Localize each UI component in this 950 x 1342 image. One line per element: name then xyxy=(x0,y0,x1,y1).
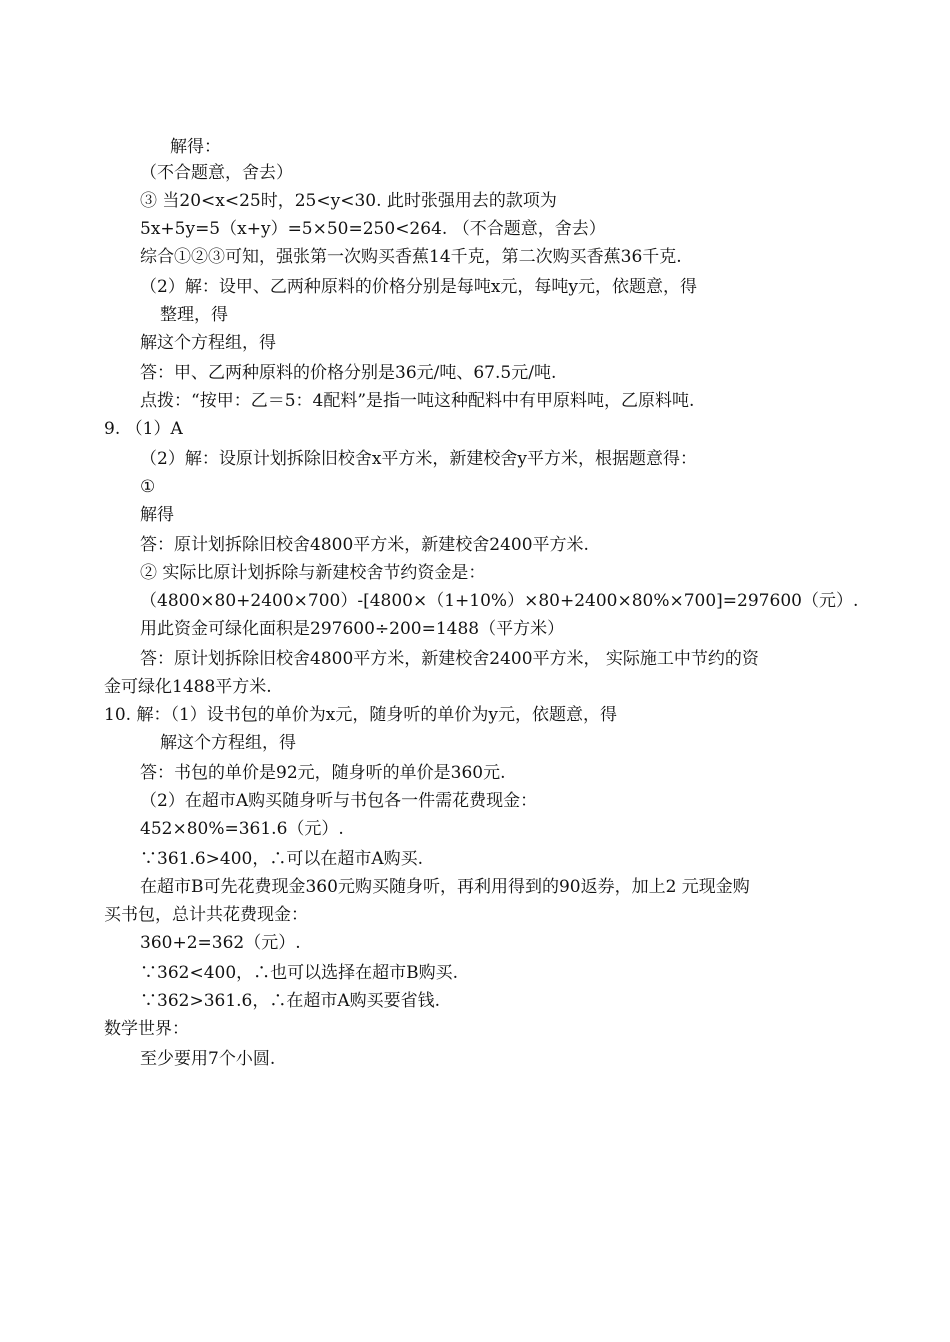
text-line: 解这个方程组，得 xyxy=(140,333,276,353)
text-line: ∵361.6>400，∴可以在超市A购买. xyxy=(140,849,424,869)
text-line: 9. （1）A xyxy=(104,419,183,439)
text-line: （2）在超市A购买随身听与书包各一件需花费现金： xyxy=(140,791,538,811)
text-line: 答：原计划拆除旧校舍4800平方米，新建校舍2400平方米. xyxy=(140,535,589,555)
text-line: 点拨：“按甲：乙＝5：4配料”是指一吨这种配料中有甲原料吨，乙原料吨. xyxy=(140,391,695,411)
text-line: 360+2=362（元）. xyxy=(140,933,301,953)
text-line: 解这个方程组，得 xyxy=(160,733,296,753)
text-line: 买书包，总计共花费现金： xyxy=(104,905,308,925)
text-line: 在超市B可先花费现金360元购买随身听，再利用得到的90返券，加上2 元现金购 xyxy=(140,877,750,897)
text-line: 解得： xyxy=(170,137,221,157)
text-line: 数学世界： xyxy=(104,1019,189,1039)
text-line: 综合①②③可知，强张第一次购买香蕉14千克，第二次购买香蕉36千克. xyxy=(140,247,682,267)
text-line: 至少要用7个小圆. xyxy=(140,1049,276,1069)
text-line: 10. 解：（1）设书包的单价为x元，随身听的单价为y元，依题意，得 xyxy=(104,705,617,725)
text-line: ② 实际比原计划拆除与新建校舍节约资金是： xyxy=(140,563,486,583)
text-line: 5x+5y=5（x+y）=5×50=250<264. （不合题意，舍去） xyxy=(140,219,606,239)
text-line: ① xyxy=(140,477,156,497)
text-line: 用此资金可绿化面积是297600÷200=1488（平方米） xyxy=(140,619,565,639)
text-line: ∵362>361.6，∴在超市A购买要省钱. xyxy=(140,991,441,1011)
text-line: 整理，得 xyxy=(160,305,228,325)
text-line: ∵362<400，∴也可以选择在超市B购买. xyxy=(140,963,459,983)
text-line: （不合题意，舍去） xyxy=(140,163,293,183)
text-line: 金可绿化1488平方米. xyxy=(104,677,272,697)
text-line: （2）解：设原计划拆除旧校舍x平方米，新建校舍y平方米，根据题意得： xyxy=(140,449,698,469)
text-line: 解得 xyxy=(140,505,174,525)
text-line: 答：甲、乙两种原料的价格分别是36元/吨、67.5元/吨. xyxy=(140,363,557,383)
text-line: 答：书包的单价是92元，随身听的单价是360元. xyxy=(140,763,506,783)
text-line: 答：原计划拆除旧校舍4800平方米，新建校舍2400平方米， 实际施工中节约的资 xyxy=(140,649,759,669)
text-line: ③ 当20<x<25时，25<y<30. 此时张强用去的款项为 xyxy=(140,191,557,211)
text-line: （4800×80+2400×700）-[4800×（1+10%）×80+2400×80%×700]=297600（元）. xyxy=(140,591,859,611)
text-line: （2）解：设甲、乙两种原料的价格分别是每吨x元，每吨y元，依题意，得 xyxy=(140,277,698,297)
text-line: 452×80%=361.6（元）. xyxy=(140,819,344,839)
